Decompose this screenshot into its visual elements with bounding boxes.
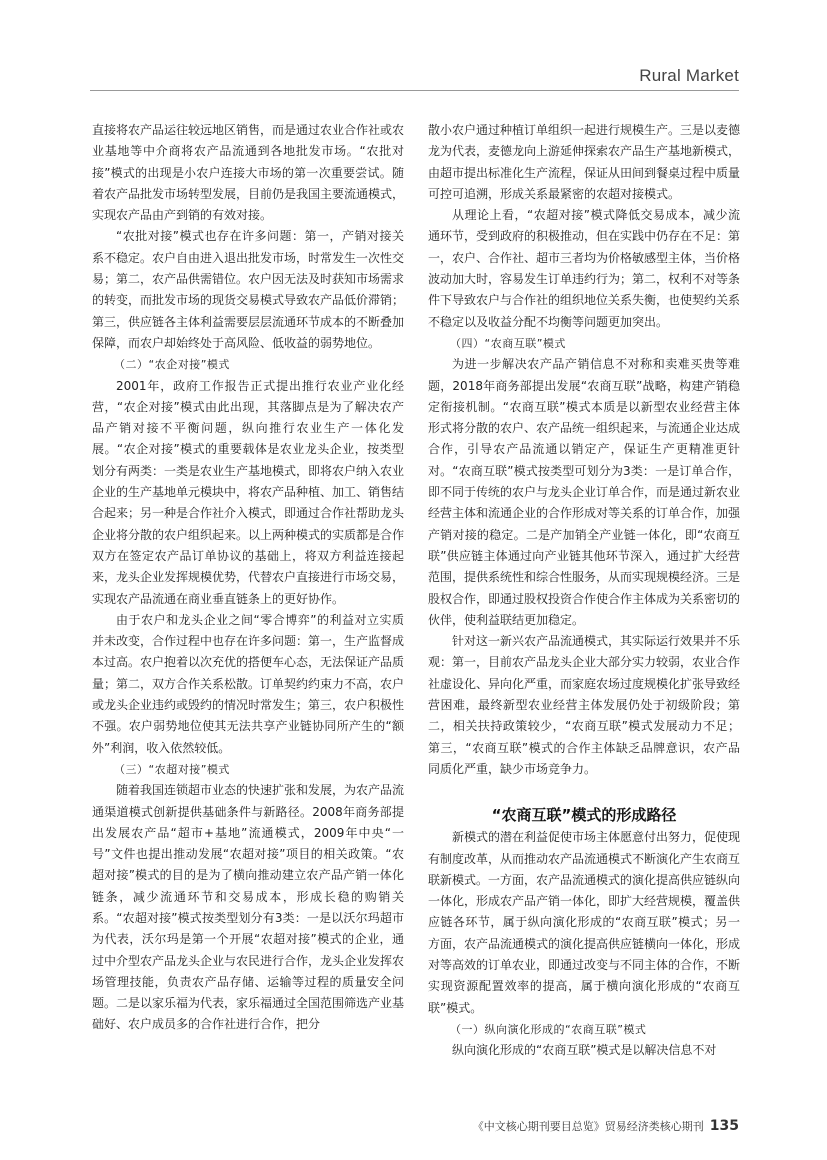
right-column [428,120,740,1061]
paragraph: 为进一步解决农产品产销信息不对称和卖难买贵等难题，2018年商务部提出发展“农商互联”战略，构建产销稳定衔接机制。“农商互联”模式本质是以新型农业经营主体形式将分散的农户、农产品统一组织起来，与流通企业达成合作，引导农产品流通以销定产，保证生产更精准更针对。“农商互联”模式按类型可划分为3类：一是订单合作，即不同于传统的农户与龙头企业订单合作，而是通过新农业经营主体和流通企业的合作形成对等关系的订单合作，加强产销对接的稳定。二是产加销全产业链一体化，即“农商互联”供应链主体通过向产业链其他环节深入，通过扩大经营范围，提供系统性和综合性服务，从而实现规模经济。三是股权合作，即通过股权投资合作使合作主体成为关系密切的伙伴，使利益联结更加稳定。 [428,357,741,627]
left-column [92,120,404,1036]
paragraph: “农批对接”模式也存在许多问题：第一，产销对接关系不稳定。农户自由进入退出批发市场，时常发生一次性交易；第二，农产品供需错位。农户因无法及时获知市场需求的转变，而批发市场的现货交易模式导致农产品低价滞销；第三，供应链各主体利益需要层层流通环节成本的不断叠加保障，而农户却始终处于高风险、低收益的弱势地位。 [92,229,405,350]
paragraph: 2001年，政府工作报告正式提出推行农业产业化经营，“农企对接”模式由此出现，其落脚点是为了解决农产品产销对接不平衡问题，纵向推行农业生产一体化发展。“农企对接”模式的重要载体是农业龙头企业，按类型划分有两类：一类是农业生产基地模式，即将农户纳入农业企业的生产基地单元模块中，将农产品种植、加工、销售结合起来；另一种是合作社介入模式，即通过合作社帮助龙头企业将分散的农户组织起来。以上两种模式的实质都是合作双方在签定农产品订单协议的基础上，将双方利益连接起来，龙头企业发挥规模优势，代替农户直接进行市场交易，实现农产品流通在商业垂直链条上的更好协作。 [92,378,405,606]
paragraph: 散小农户通过种植订单组织一起进行规模生产。三是以麦德龙为代表，麦德龙向上游延伸探索农产品生产基地新模式，由超市提出标准化生产流程，保证从田间到餐桌过程中质量可控可追溯，形成关系最紧密的农超对接模式。 [428,123,741,201]
paragraph: 随着我国连锁超市业态的快速扩张和发展，为农产品流通渠道模式创新提供基础条件与新路径。2008年商务部提出发展农产品“超市+基地”流通模式，2009年中央“一号”文件也提出推动发展“农超对接”项目的相关政策。“农超对接”模式的目的是为了横向推动建立农产品产销一体化链条，减少流通环节和交易成本，形成长稳的购销关系。“农超对接”模式按类型划分有3类：一是以沃尔玛超市为代表，沃尔玛是第一个开展“农超对接”模式的企业，通过中介型农产品龙头企业与农民进行合作，龙头企业发挥农场管理技能，负责农产品存储、运输等过程的质量安全问题。二是以家乐福为代表，家乐福通过全国范围筛选产业基础好、农户成员多的合作社进行合作，把分 [92,783,405,1032]
subsection-heading: （三）“农超对接”模式 [114,762,230,776]
header-divider [90,90,739,91]
subsection-heading: （二）“农企对接”模式 [114,358,230,372]
section-heading: “农商互联”模式的形成路径 [491,806,677,825]
page-footer [473,1118,739,1134]
subsection-heading: （一）纵向演化形成的“农商互联”模式 [450,1022,647,1036]
running-header-title: Rural Market [639,66,739,85]
paragraph: 从理论上看，“农超对接”模式降低交易成本，减少流通环节，受到政府的积极推动，但在实践中仍存在不足：第一，农户、合作社、超市三者均为价格敏感型主体，当价格波动加大时，容易发生订单违约行为；第二，权利不对等条件下导致农户与合作社的组织地位关系失衡，也使契约关系不稳定以及收益分配不均衡等问题更加突出。 [428,208,741,329]
paragraph: 纵向演化形成的“农商互联”模式是以解决信息不对 [452,1043,717,1058]
paragraph: 由于农户和龙头企业之间“零合博弈”的利益对立实质并未改变，合作过程中也存在许多问题：第一，生产监督成本过高。农户抱着以次充优的搭便车心态，无法保证产品质量；第二，双方合作关系松散。订单契约约束力不高，农户或龙头企业违约或毁约的情况时常发生；第三，农户积极性不强。农户弱势地位使其无法共享产业链协同所产生的“额外”利润，收入依然较低。 [92,612,405,755]
paragraph: 针对这一新兴农产品流通模式，其实际运行效果并不乐观：第一，目前农产品龙头企业大部分实力较弱，农业合作社虚设化、异向化严重，而家庭农场过度规模化扩张导致经营困难，最终新型农业经营主体发展仍处于初级阶段；第二，相关扶持政策较少，“农商互联”模式发展动力不足；第三，“农商互联”模式的合作主体缺乏品牌意识，农产品同质化严重，缺少市场竞争力。 [428,634,741,776]
page-number: 135 [709,1118,739,1134]
subsection-heading: （四）“农商互联”模式 [450,336,566,350]
paragraph: 新模式的潜在利益促使市场主体愿意付出努力，促使现有制度改革，从而推动农产品流通模式不断演化产生农商互联新模式。一方面，农产品流通模式的演化提高供应链纵向一体化，形成农产品产销一体化，即扩大经营规模，覆盖供应链各环节，属于纵向演化形成的“农商互联”模式；另一方面，农产品流通模式的演化提高供应链横向一体化，形成对等高效的订单农业，即通过改变与不同主体的合作，不断实现资源配置效率的提高，属于横向演化形成的“农商互联”模式。 [428,830,741,1015]
paragraph: 直接将农产品运往较远地区销售，而是通过农业合作社或农业基地等中介商将农产品流通到各地批发市场。“农批对接”模式的出现是小农户连接大市场的第一次重要尝试。随着农产品批发市场转型发展，目前仍是我国主要流通模式，实现农产品由产到销的有效对接。 [92,123,405,223]
footer-journal-name: 《中文核心期刊要目总览》贸易经济类核心期刊 [472,1120,704,1133]
